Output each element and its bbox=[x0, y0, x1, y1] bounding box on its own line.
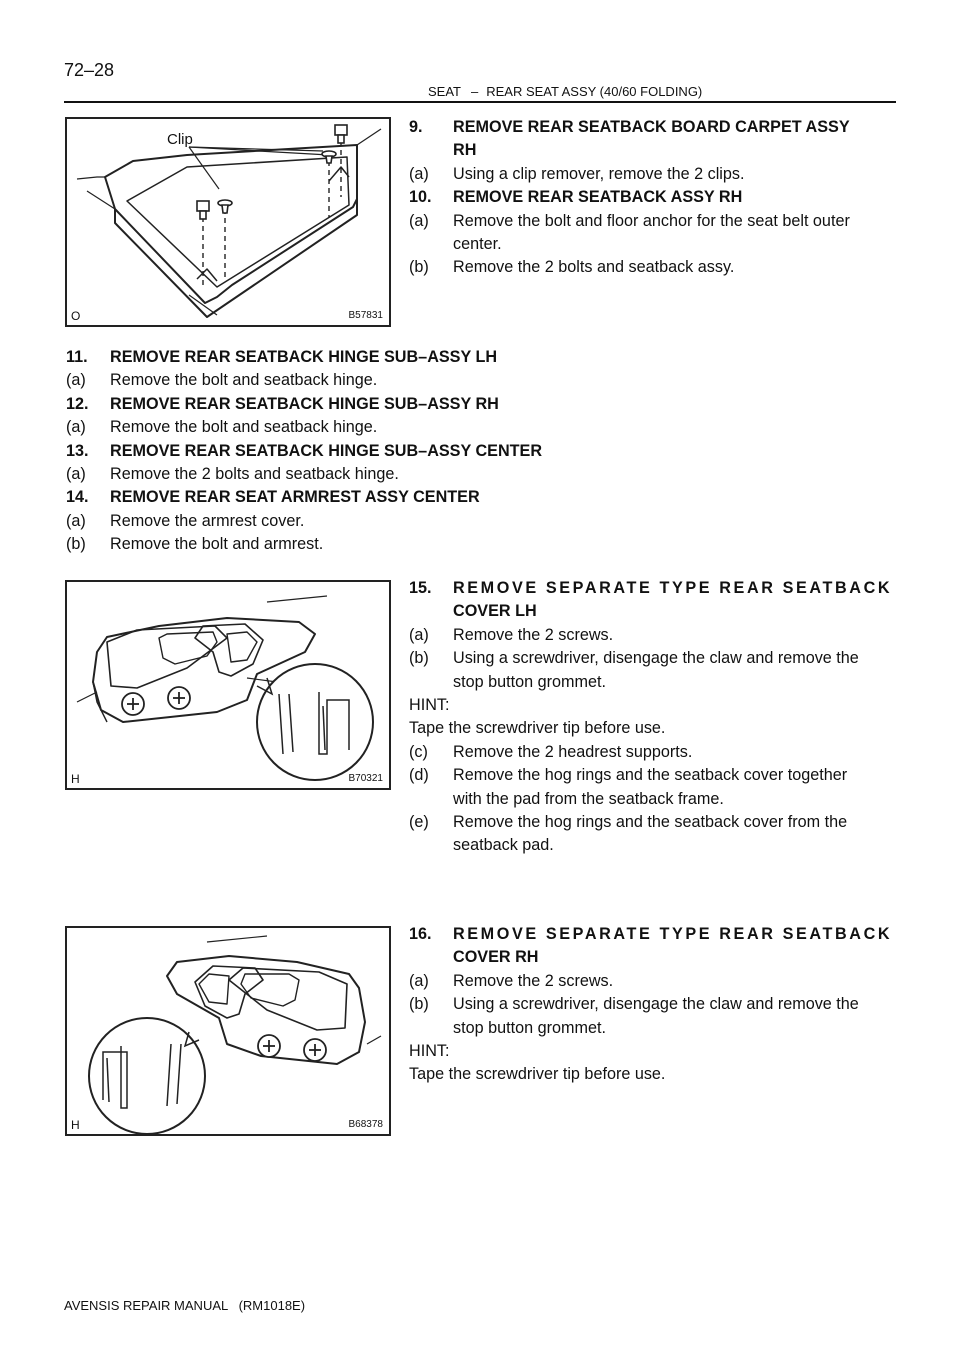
step-14-title: 14. REMOVE REAR SEAT ARMREST ASSY CENTER bbox=[66, 488, 480, 507]
steps-9-10 bbox=[409, 116, 897, 280]
step-10a: (a) Remove the bolt and floor anchor for the seat belt outer bbox=[409, 211, 850, 230]
step-12-title: 12. REMOVE REAR SEATBACK HINGE SUB–ASSY RH bbox=[66, 394, 499, 413]
step-10b: (b) Remove the 2 bolts and seatback assy. bbox=[409, 258, 735, 277]
step-15 bbox=[409, 577, 897, 858]
figure-id: B57831 bbox=[348, 310, 383, 321]
seatback-rh-illustration bbox=[67, 928, 389, 1134]
hint-label: HINT: bbox=[409, 696, 450, 715]
step-16 bbox=[409, 923, 897, 1087]
figure-cover-rh bbox=[65, 926, 391, 1136]
step-15b: (b) Using a screwdriver, disengage the claw and remove the bbox=[409, 649, 859, 668]
step-11-title: 11. REMOVE REAR SEATBACK HINGE SUB–ASSY LH bbox=[66, 348, 498, 366]
figure-id: B70321 bbox=[348, 773, 383, 784]
hint-text: Tape the screwdriver tip before use. bbox=[409, 1065, 666, 1084]
figure-letter: O bbox=[71, 309, 81, 323]
step-13a: (a) Remove the 2 bolts and seatback hinge. bbox=[66, 465, 399, 484]
topic-name: REAR SEAT ASSY (40/60 FOLDING) bbox=[486, 84, 703, 99]
figure-letter: H bbox=[71, 772, 80, 786]
seatback-lh-illustration bbox=[67, 582, 389, 788]
figure-carpet-clips bbox=[65, 117, 391, 327]
header-rule bbox=[64, 101, 896, 103]
figure-id: B68378 bbox=[348, 1119, 383, 1130]
step-12a: (a) Remove the bolt and seatback hinge. bbox=[66, 418, 378, 437]
step-15e-cont: seatback pad. bbox=[453, 836, 554, 855]
section-name: SEAT bbox=[428, 84, 461, 99]
step-15b-cont: stop button grommet. bbox=[453, 672, 606, 691]
step-16a: (a) Remove the 2 screws. bbox=[409, 971, 614, 990]
step-9-title-cont: RH bbox=[453, 141, 477, 160]
page-number: 72–28 bbox=[64, 60, 115, 80]
step-15e: (e) Remove the hog rings and the seatback cover from the bbox=[409, 813, 848, 832]
step-10a-cont: center. bbox=[453, 235, 502, 254]
step-16-title-cont: COVER RH bbox=[453, 948, 539, 967]
step-15-title: 15. REMOVE SEPARATE TYPE REAR SEATBACK bbox=[409, 579, 893, 597]
step-15-title-cont: COVER LH bbox=[453, 602, 537, 621]
step-15d: (d) Remove the hog rings and the seatback cover together bbox=[409, 766, 848, 785]
step-14a: (a) Remove the armrest cover. bbox=[66, 511, 305, 530]
step-16b: (b) Using a screwdriver, disengage the claw and remove the bbox=[409, 995, 859, 1014]
section-header bbox=[428, 84, 702, 99]
step-16-title: 16. REMOVE SEPARATE TYPE REAR SEATBACK bbox=[409, 925, 893, 943]
manual-footer: AVENSIS REPAIR MANUAL (RM1018E) bbox=[64, 1298, 306, 1313]
carpet-board-illustration bbox=[67, 119, 389, 325]
hint-label: HINT: bbox=[409, 1042, 450, 1061]
figure-letter: H bbox=[71, 1118, 80, 1132]
header-separator: – bbox=[471, 84, 479, 99]
figure-cover-lh bbox=[65, 580, 391, 790]
step-15a: (a) Remove the 2 screws. bbox=[409, 625, 614, 644]
step-11a: (a) Remove the bolt and seatback hinge. bbox=[66, 371, 378, 390]
step-15c: (c) Remove the 2 headrest supports. bbox=[409, 742, 693, 761]
hint-text: Tape the screwdriver tip before use. bbox=[409, 719, 666, 738]
step-13-title: 13. REMOVE REAR SEATBACK HINGE SUB–ASSY CENTER bbox=[66, 441, 543, 460]
step-9-title: 9. REMOVE REAR SEATBACK BOARD CARPET ASSY bbox=[409, 118, 850, 136]
steps-11-14 bbox=[66, 346, 896, 557]
step-14b: (b) Remove the bolt and armrest. bbox=[66, 535, 324, 554]
step-16b-cont: stop button grommet. bbox=[453, 1018, 606, 1037]
step-15d-cont: with the pad from the seatback frame. bbox=[453, 789, 724, 808]
clip-callout: Clip bbox=[167, 131, 193, 148]
step-10-title: 10. REMOVE REAR SEATBACK ASSY RH bbox=[409, 188, 743, 207]
step-9a: (a) Using a clip remover, remove the 2 clips. bbox=[409, 164, 745, 183]
